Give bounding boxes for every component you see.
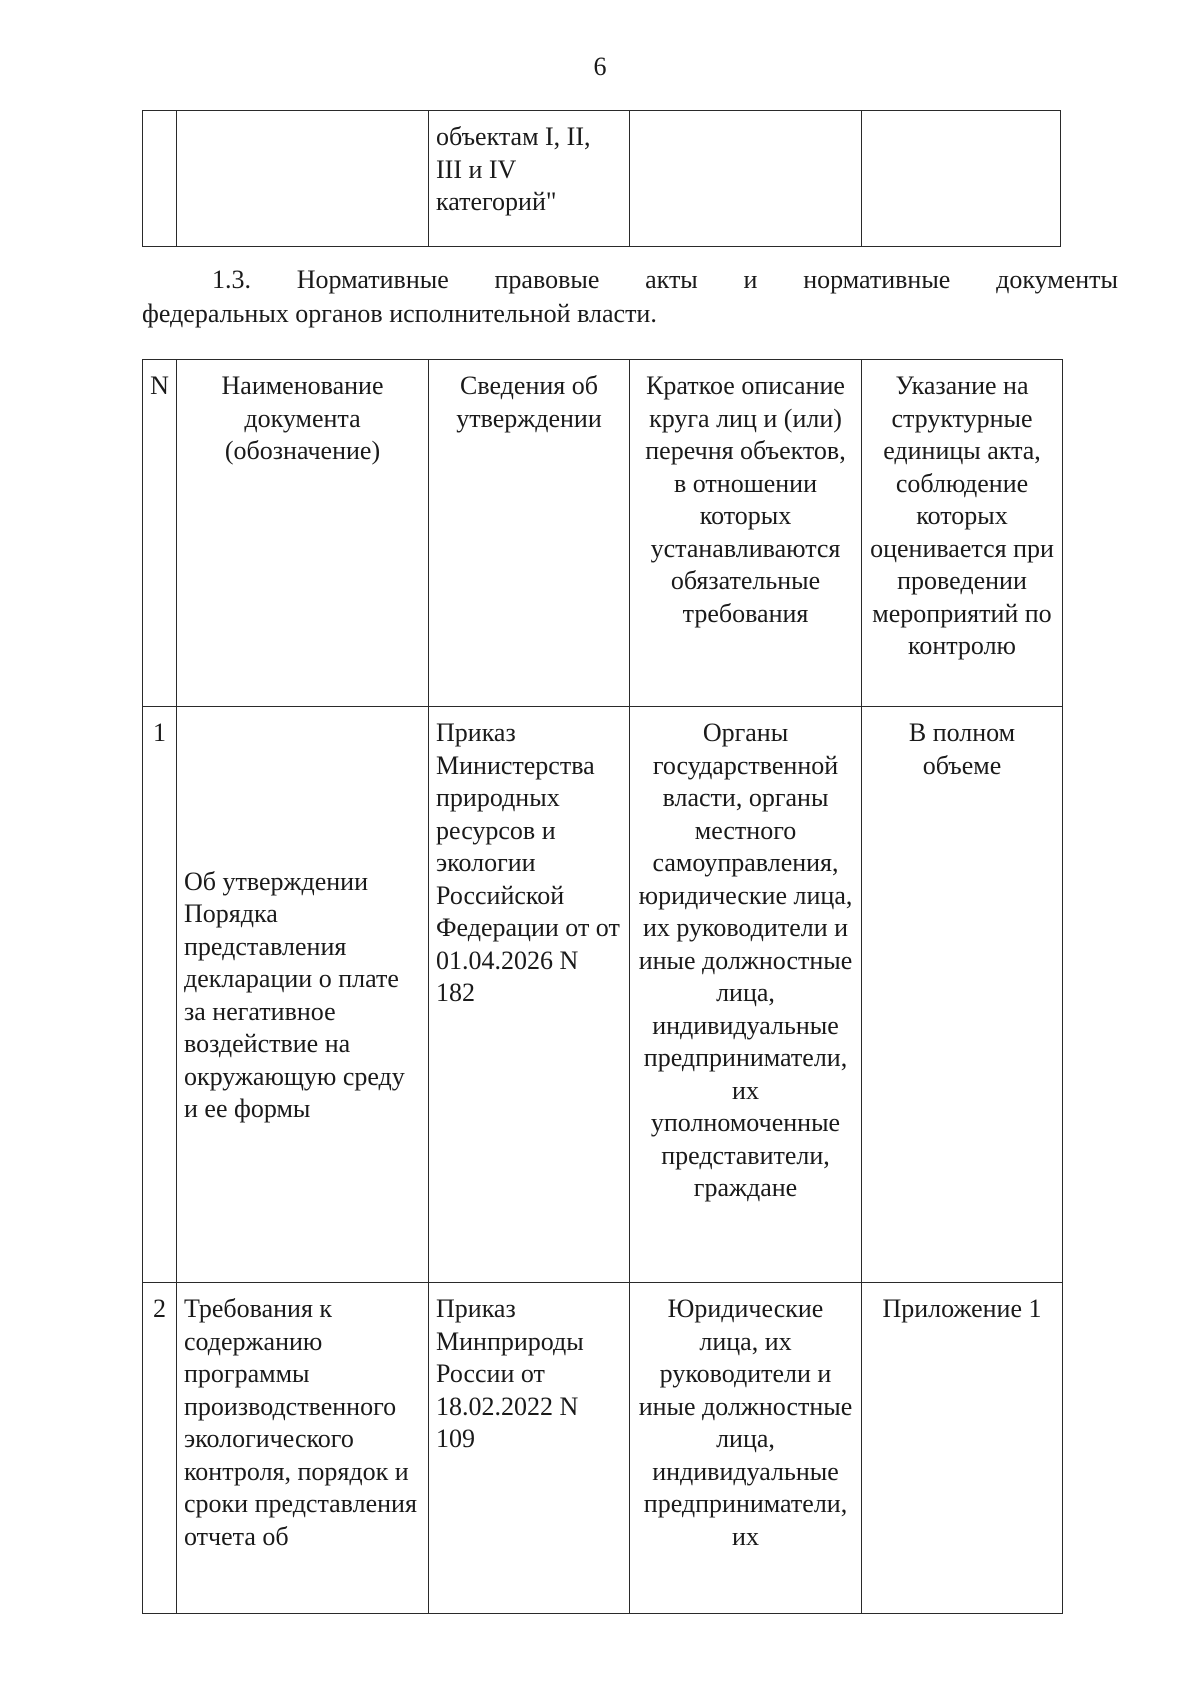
- page-number: 6: [593, 52, 607, 81]
- table-header-row: [143, 360, 1063, 707]
- persons-description: Юридические лица, их руководители и иные должностные лица, индивидуальные предприниматели, их: [630, 1283, 862, 1614]
- header-approval: Сведения об утверждении: [429, 360, 630, 707]
- table-cell: объектам I, II, III и IV категорий": [429, 111, 630, 247]
- header-units: Указание на структурные единицы акта, соблюдение которых оценивается при проведении мероприятий по контролю: [862, 360, 1063, 707]
- section-heading: [142, 263, 1118, 331]
- row-number: 1: [143, 707, 177, 1283]
- approval-info: Приказ Минприроды России от 18.02.2022 N 109: [429, 1283, 630, 1614]
- table-row: [143, 1283, 1063, 1614]
- approval-info: Приказ Министерства природных ресурсов и экологии Российской Федерации от от 01.04.2026 N 182: [429, 707, 630, 1283]
- structural-units: В полном объеме: [862, 707, 1063, 1283]
- section-heading-line2: федеральных органов исполнительной власти.: [142, 299, 657, 328]
- persons-description: Органы государственной власти, органы местного самоуправления, юридические лица, их руководители и иные должностные лица, индивидуальные предприниматели, их уполномоченные представители, граждане: [630, 707, 862, 1283]
- table-cell: [177, 111, 429, 247]
- row-number: 2: [143, 1283, 177, 1614]
- requirements-table: [142, 359, 1063, 1614]
- header-n: N: [143, 360, 177, 707]
- table-row: [143, 707, 1063, 1283]
- continued-table-fragment: [142, 110, 1061, 247]
- table-cell: [862, 111, 1061, 247]
- table-row: [143, 111, 1061, 247]
- table-cell: [143, 111, 177, 247]
- header-persons: Краткое описание круга лиц и (или) перечня объектов, в отношении которых устанавливаются обязательные требования: [630, 360, 862, 707]
- structural-units: Приложение 1: [862, 1283, 1063, 1614]
- section-heading-line1: 1.3. Нормативные правовые акты и нормативные документы: [212, 265, 1118, 294]
- header-name: Наименование документа (обозначение): [177, 360, 429, 707]
- table-cell: [630, 111, 862, 247]
- document-name: Требования к содержанию программы производственного экологического контроля, порядок и сроки представления отчета об: [177, 1283, 429, 1614]
- document-name: Об утверждении Порядка представления декларации о плате за негативное воздействие на окружающую среду и ее формы: [177, 707, 429, 1283]
